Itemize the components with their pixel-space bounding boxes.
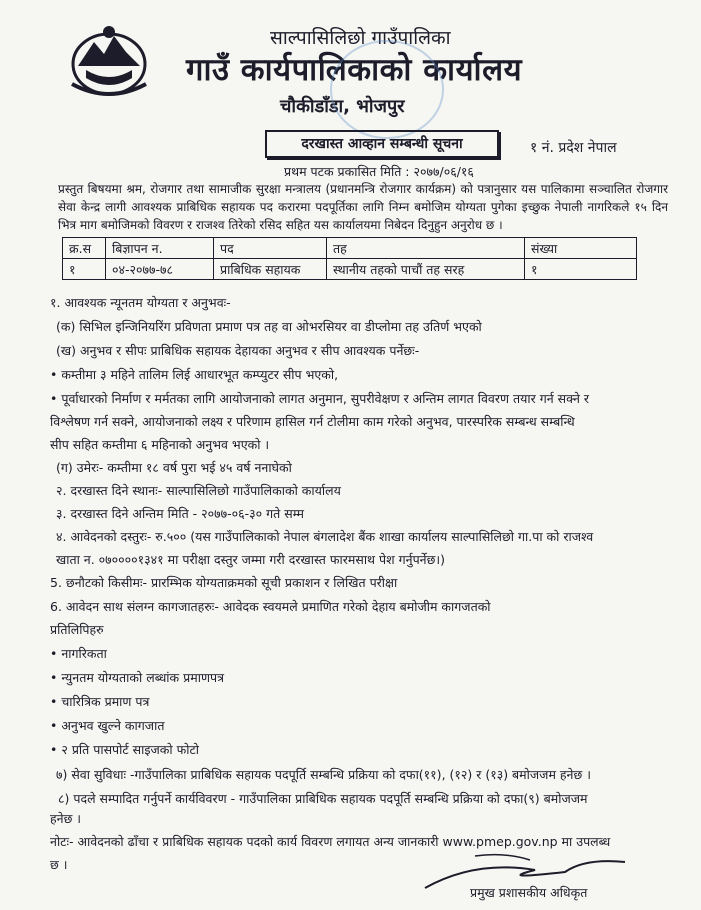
list-item: सीप सहित कम्तीमा ६ महिनाको अनुभव भएको । bbox=[50, 437, 270, 452]
table-cell: १ bbox=[525, 259, 637, 280]
office-address: चौकीडाँडा, भोजपुर bbox=[280, 96, 405, 117]
list-item: • अनुभव खुल्ने कागजात bbox=[50, 718, 165, 733]
publication-date: प्रथम पटक प्रकासित मिति : २०७७/०६/१६ bbox=[284, 164, 474, 179]
table-header-cell: क्र.स bbox=[63, 238, 106, 259]
list-item: • २ प्रति पासपोर्ट साइजको फोटो bbox=[50, 742, 199, 757]
table-row bbox=[63, 259, 637, 280]
table-header-cell: संख्या bbox=[525, 238, 637, 259]
table-header-row bbox=[63, 238, 637, 259]
list-item: नोटः- आवेदनको ढाँचा र प्राबिधिक सहायक पदको कार्य विवरण लगायत अन्य जानकारी www.pmep.gov.np मा उपलब्ध bbox=[50, 834, 611, 849]
list-item: • न्युनतम योग्यताको लब्धांक प्रमाणपत्र bbox=[50, 670, 224, 685]
list-item: ७) सेवा सुविधाः -गाउँपालिका प्राबिधिक सहायक पदपूर्ति सम्बन्धि प्रक्रिया को दफा(११), (१२) र (१३) बमोजजम हनेछ । bbox=[56, 767, 591, 782]
list-item: • कम्तीमा ३ महिने तालिम लिई आधारभूत कम्प्युटर सीप भएको, bbox=[50, 367, 339, 382]
table-cell: प्राबिधिक सहायक bbox=[214, 259, 327, 280]
municipality-name: साल्पासिलिछो गाउँपालिका bbox=[270, 27, 451, 49]
notice-title: दरखास्त आव्हान सम्बन्धी सूचना bbox=[265, 130, 499, 158]
province-label: १ नं. प्रदेश नेपाल bbox=[530, 140, 617, 156]
list-item: ३. दरखास्त दिने अन्तिम मिति - २०७७-०६-३० गते सम्म bbox=[56, 506, 304, 521]
list-item: (ग) उमेरः- कम्तीमा १८ वर्ष पुरा भई ४५ वर्ष ननाघेको bbox=[56, 460, 292, 475]
table-cell: ०४-२०७७-७८ bbox=[106, 259, 214, 280]
vacancy-table bbox=[62, 237, 637, 280]
list-item: १. आवश्यक न्यूनतम योग्यता र अनुभवः- bbox=[50, 295, 231, 310]
list-item: ४. आवेदनको दस्तुरः- रु.५०० (यस गाउँपालिकाको नेपाल बंगलादेश बैंक शाखा कार्यालय साल्पासिलिछो गा.पा को राजश्व bbox=[56, 529, 594, 544]
list-item: २. दरखास्त दिने स्थानः- साल्पासिलिछो गाउँपालिकाको कार्यालय bbox=[56, 483, 341, 498]
signatory-title: प्रमुख प्रशासकीय अधिकृत bbox=[470, 885, 588, 900]
table-header-cell: तह bbox=[327, 238, 525, 259]
table-header-cell: पद bbox=[214, 238, 327, 259]
office-stamp-icon bbox=[330, 40, 444, 139]
intro-paragraph: प्रस्तुत बिषयमा श्रम, रोजगार तथा सामाजीक सुरक्षा मन्त्रालय (प्रधानमन्त्रि रोजगार कार्यक्रम) को पत्रानुसार यस पालिकामा सञ्चालित रोजगार सेवा केन्द्र लागी आवश्यक प्राबिधिक सहायक पद करारमा पदपूर्तिका लागि निम्न बमोजिम योग्यता पुगेका इच्छुक नेपाली नागरिकले १५ दिन भित्र माग बमोजिमको विवरण र राजश्व तिरेको रसिद सहित यस कार्यालयमा निबेदन दिनुहुन अनुरोध छ । bbox=[58, 182, 668, 232]
list-item: विश्लेषण गर्न सक्ने, आयोजनाको लक्ष्य र परिणाम हासिल गर्न टोलीमा काम गरेको अनुभव, पारस्परिक सम्बन्ध सम्बन्धि bbox=[50, 414, 575, 429]
list-item: 6. आवेदन साथ संलग्न कागजातहरुः- आवेदक स्वयमले प्रमाणित गरेको देहाय बमोजीम कागजतको bbox=[50, 599, 491, 614]
list-item: • पूर्वाधारको निर्माण र मर्मतका लागि आयोजनाको लागत अनुमान, सुपरीवेक्षण र अन्तिम लागत विवरण तयार गर्न सक्ने र bbox=[50, 391, 589, 406]
table-header-cell: बिज्ञापन न. bbox=[106, 238, 214, 259]
list-item: हनेछ । bbox=[50, 811, 82, 826]
list-item: छ । bbox=[50, 857, 68, 872]
office-title: गाउँ कार्यपालिकाको कार्यालय bbox=[186, 52, 523, 88]
list-item: ८) पदले सम्पादित गर्नुपर्ने कार्यविवरण - गाउँपालिका प्राबिधिक सहायक पदपूर्ति सम्बन्धि प्रक्रिया को दफा(९) बमोजजम bbox=[58, 791, 588, 806]
list-item: खाता न. ०७००००१३४१ मा परीक्षा दस्तुर जम्मा गरी दरखास्त फारमसाथ पेश गर्नुपर्नेछ।) bbox=[56, 552, 445, 567]
list-item: • चारित्रिक प्रमाण पत्र bbox=[50, 694, 150, 709]
table-cell: १ bbox=[63, 259, 106, 280]
list-item: (ख) अनुभव र सीपः प्राबिधिक सहायक देहायका अनुभव र सीप आवश्यक पर्नेछः- bbox=[56, 343, 420, 358]
list-item: प्रतिलिपिहरु bbox=[50, 622, 104, 637]
list-item: (क) सिभिल इन्जिनियरिंग प्रविणता प्रमाण पत्र तह वा ओभरसियर वा डीप्लोमा तह उतिर्ण भएको bbox=[56, 319, 482, 334]
list-item: 5. छनौटको किसीमः- प्रारम्भिक योग्यताक्रमको सूची प्रकाशन र लिखित परीक्षा bbox=[50, 575, 398, 590]
list-item: • नागरिकता bbox=[50, 646, 107, 661]
nepal-emblem-icon bbox=[64, 20, 154, 100]
table-cell: स्थानीय तहको पाचौं तह सरह bbox=[327, 259, 525, 280]
